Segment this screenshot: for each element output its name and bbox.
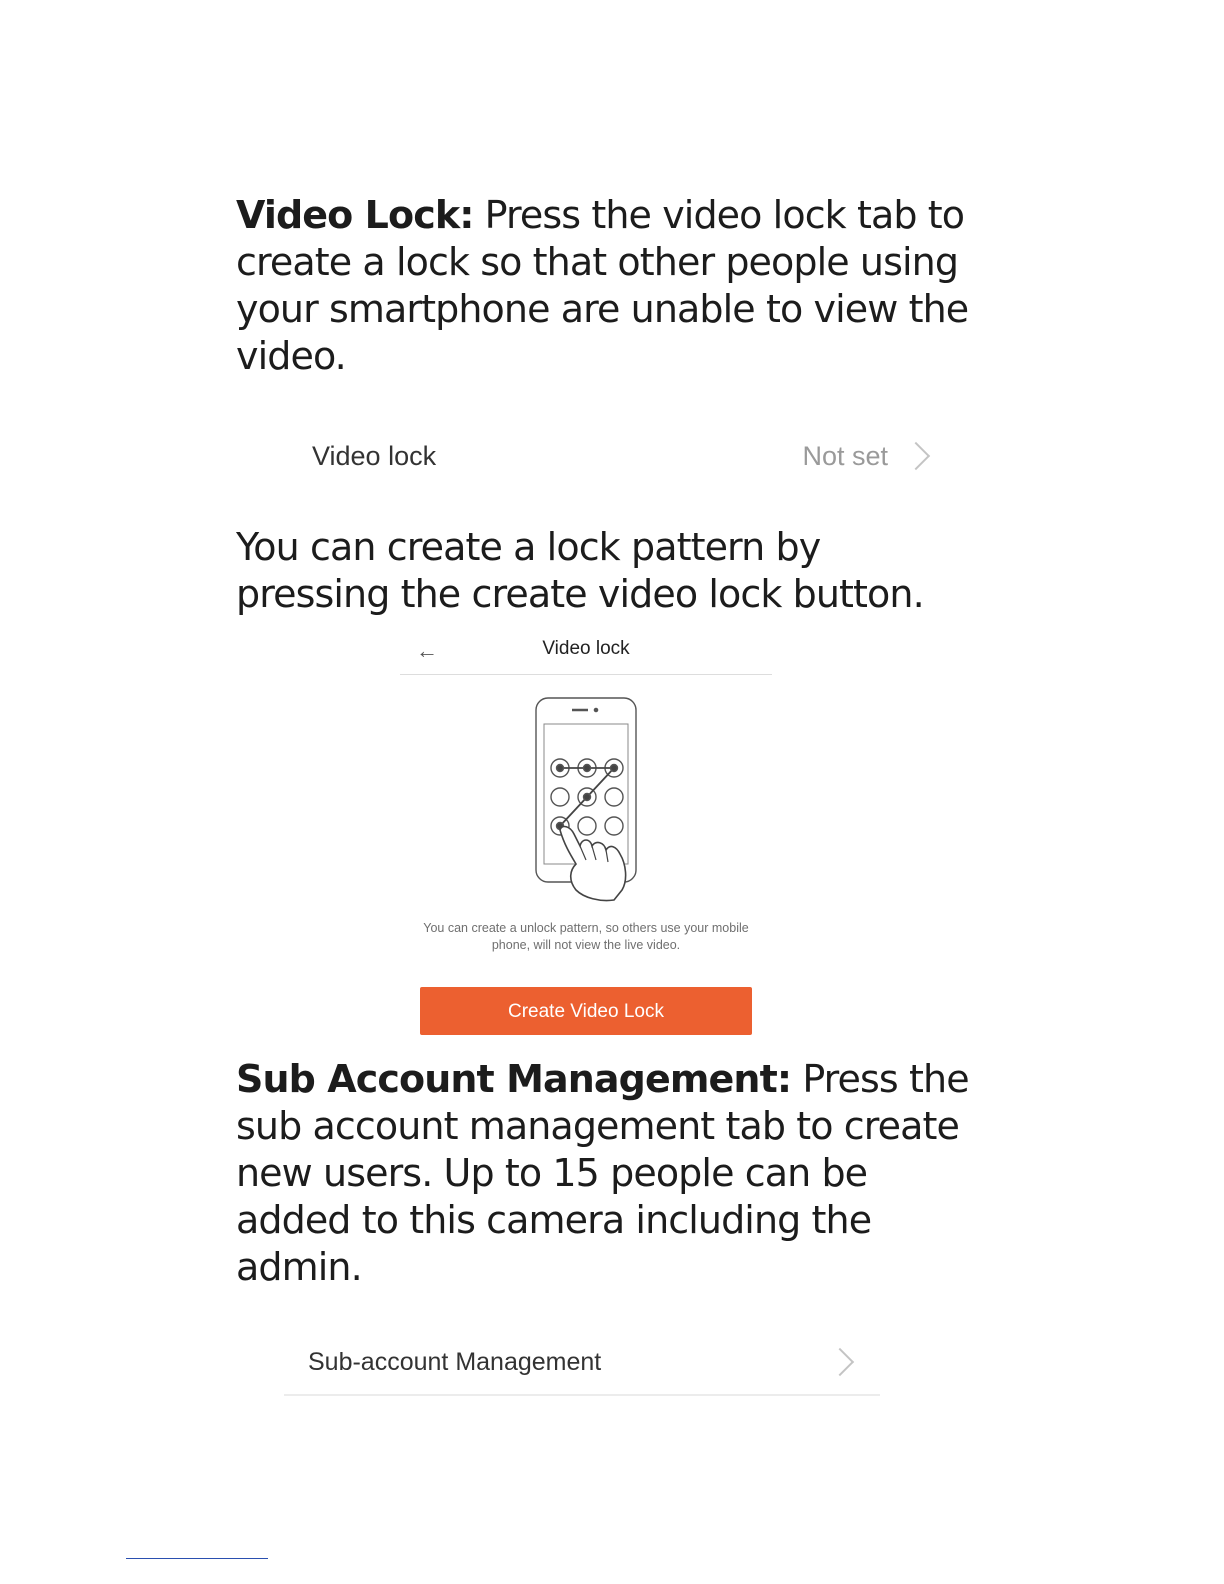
create-pattern-paragraph: You can create a lock pattern by pressing the create video lock button. <box>236 525 924 616</box>
video-lock-heading: Video Lock: <box>236 193 474 237</box>
video-lock-row-status <box>802 441 932 472</box>
video-lock-status-value: Not set <box>802 440 888 471</box>
video-lock-screen <box>400 628 772 1042</box>
video-lock-setting-row[interactable] <box>312 432 932 480</box>
video-lock-row-label: Video lock <box>312 440 437 471</box>
sub-account-management-row[interactable] <box>284 1330 880 1396</box>
phone-pattern-lock-icon <box>524 694 654 934</box>
lock-screen-hint: You can create a unlock pattern, so others use your mobile phone, will not view the live video. <box>423 921 749 952</box>
video-lock-paragraph <box>236 192 976 380</box>
sub-account-heading: Sub Account Management: <box>236 1057 792 1101</box>
back-arrow-icon[interactable]: ← <box>416 638 438 663</box>
chevron-right-icon <box>826 1348 854 1376</box>
lock-screen-header <box>400 628 772 675</box>
video-lock-description: Press the video lock tab to create a lock so that other people using your smartphone are unable to view the video. <box>236 193 969 378</box>
footnote-divider <box>126 1558 268 1559</box>
create-video-lock-button[interactable]: Create Video Lock <box>420 987 752 1035</box>
sub-account-description: Press the sub account management tab to create new users. Up to 15 people can be added to this camera including the admin. <box>236 1057 969 1289</box>
sub-account-paragraph <box>236 1056 976 1291</box>
chevron-right-icon <box>902 442 930 470</box>
lock-screen-title: Video lock <box>542 638 630 659</box>
sub-account-row-label: Sub-account Management <box>308 1347 602 1376</box>
